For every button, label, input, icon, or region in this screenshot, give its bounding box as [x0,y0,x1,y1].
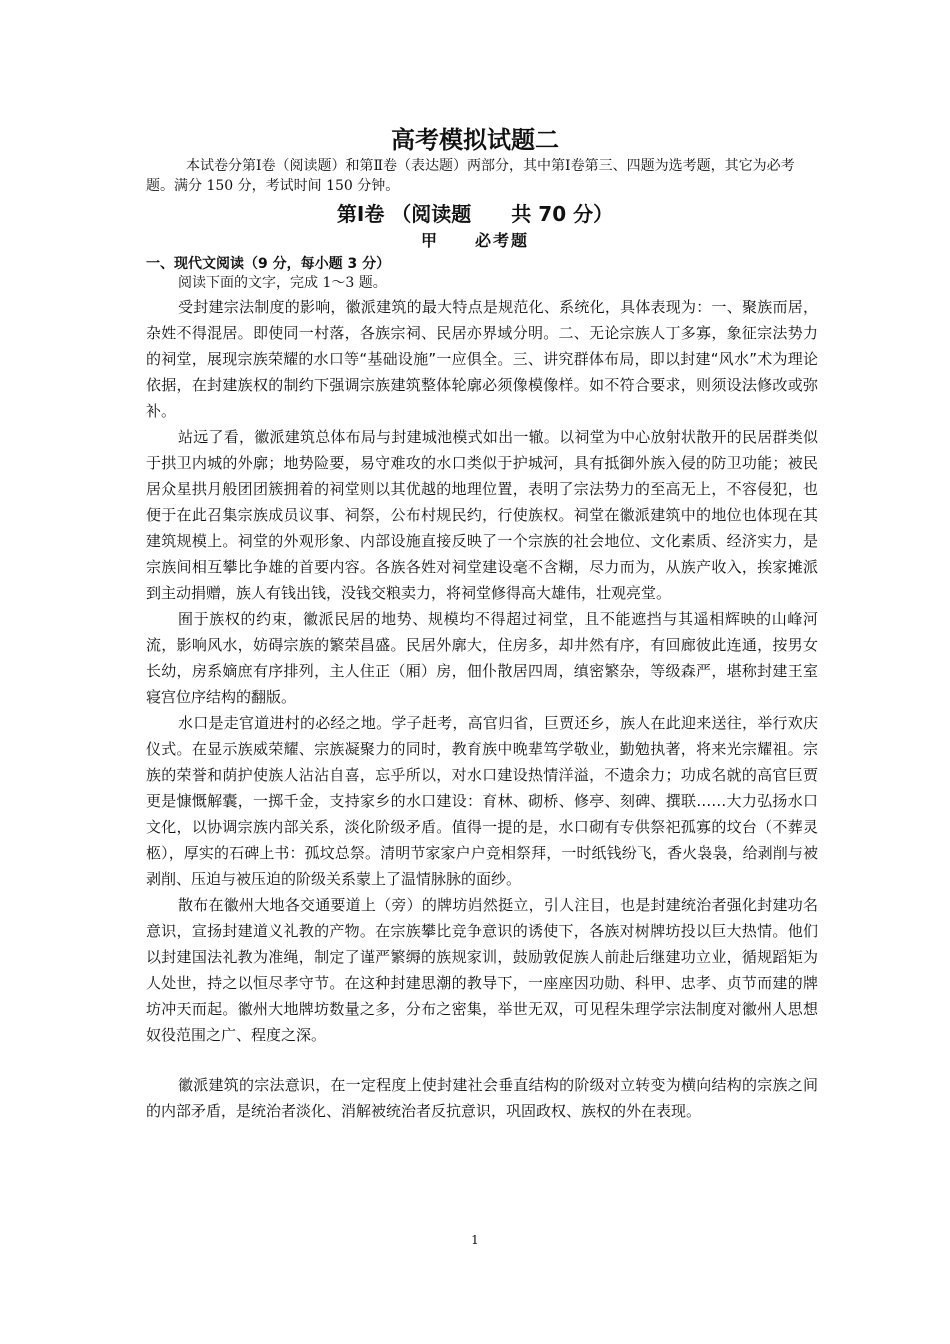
section-title: 一、现代文阅读（9 分，每小题 3 分） [146,256,391,272]
paragraph: 水口是走官道进村的必经之地。学子赶考，高官归省，巨贾还乡，族人在此迎来送往，举行欢庆仪式。在显示族威荣耀、宗族凝聚力的同时，教育族中晚辈笃学敬业，勤勉执著，将来光宗耀祖。宗族的荣誉和荫护使族人沾沾自喜，忘乎所以，对水口建设热情洋溢，不遗余力；功成名就的高官巨贾更是慷慨解囊，一掷千金，支持家乡的水口建设：育林、砌桥、修亭、刻碑、撰联……大力弘扬水口文化，以协调宗族内部关系，淡化阶级矛盾。值得一提的是，水口砌有专供祭祀孤寡的坟台（不葬灵柩），厚实的石碑上书：孤坟总祭。清明节家家户户竞相祭拜，一时纸钱纷飞，香火袅袅，给剥削与被剥削、压迫与被压迫的阶级关系蒙上了温情脉脉的面纱。 [146,714,818,888]
exam-intro: 本试卷分第Ⅰ卷（阅读题）和第Ⅱ卷（表达题）两部分，其中第Ⅰ卷第三、四题为选考题，其它为必考题。满分 150 分，考试时间 150 分钟。 [146,158,795,194]
paragraph: 站远了看，徽派建筑总体布局与封建城池模式如出一辙。以祠堂为中心放射状散开的民居群类似于拱卫内城的外廓；地势险要，易守难攻的水口类似于护城河，具有抵御外族入侵的防卫功能；被民居众星拱月般团团簇拥着的祠堂则以其优越的地理位置，表明了宗法势力的至高无上，不容侵犯，也便于在此召集宗族成员议事、祠祭，公布村规民约，行使族权。祠堂在徽派建筑中的地位也体现在其建筑规模上。祠堂的外观形象、内部设施直接反映了一个宗族的社会地位、文化素质、经济实力，是宗族间相互攀比争雄的首要内容。各族各姓对祠堂建设毫不含糊，尽力而为，从族产收入，挨家摊派到主动捐赠，族人有钱出钱，没钱交粮卖力，将祠堂修得高大雄伟，壮观亮堂。 [146,428,818,602]
paragraph: 受封建宗法制度的影响，徽派建筑的最大特点是规范化、系统化，具体表现为：一、聚族而居，杂姓不得混居。即使同一村落，各族宗祠、民居亦界域分明。二、无论宗族人丁多寡，象征宗法势力的祠堂，展现宗族荣耀的水口等“基础设施”一应俱全。三、讲究群体布局，即以封建“风水”术为理论依据，在封建族权的制约下强调宗族建筑整体轮廓必须像模像样。如不符合要求，则须设法修改或弥补。 [146,298,818,420]
part-title: 第Ⅰ卷 （阅读题 共 70 分） [336,202,614,226]
paragraph-gap [146,1048,818,1072]
page-number: 1 [471,1233,479,1247]
reading-instruction: 阅读下面的文字，完成 1～3 题。 [178,275,387,291]
paragraph: 散布在徽州大地各交通要道上（旁）的牌坊岿然挺立，引人注目，也是封建统治者强化封建功名意识，宣扬封建道义礼教的产物。在宗族攀比竞争意识的诱使下，各族对树牌坊投以巨大热情。他们以封建国法礼教为准绳，制定了谨严繁缛的族规家训，鼓励敦促族人前赴后继建功立业，循规蹈矩为人处世，持之以恒尽孝守节。在这种封建思潮的教导下，一座座因功勋、科甲、忠孝、贞节而建的牌坊冲天而起。徽州大地牌坊数量之多，分布之密集，举世无双，可见程朱理学宗法制度对徽州人思想奴役范围之广、程度之深。 [146,896,818,1044]
paragraph: 囿于族权的约束，徽派民居的地势、规模均不得超过祠堂，且不能遮挡与其遥相辉映的山峰河流，影响风水，妨碍宗族的繁荣昌盛。民居外廓大，住房多，却井然有序，有回廊彼此连通，按男女长幼，房系嫡庶有序排列，主人住正（厢）房，佃仆散居四周，缜密繁杂，等级森严，堪称封建王室寝宫位序结构的翻版。 [146,610,818,706]
paragraph: 徽派建筑的宗法意识，在一定程度上使封建社会垂直结构的阶级对立转变为横向结构的宗族之间的内部矛盾，是统治者淡化、消解被统治者反抗意识，巩固政权、族权的外在表现。 [146,1076,818,1120]
sub-title: 甲 必考题 [420,231,529,250]
article-body [146,294,818,1124]
exam-title: 高考模拟试题二 [391,126,559,154]
